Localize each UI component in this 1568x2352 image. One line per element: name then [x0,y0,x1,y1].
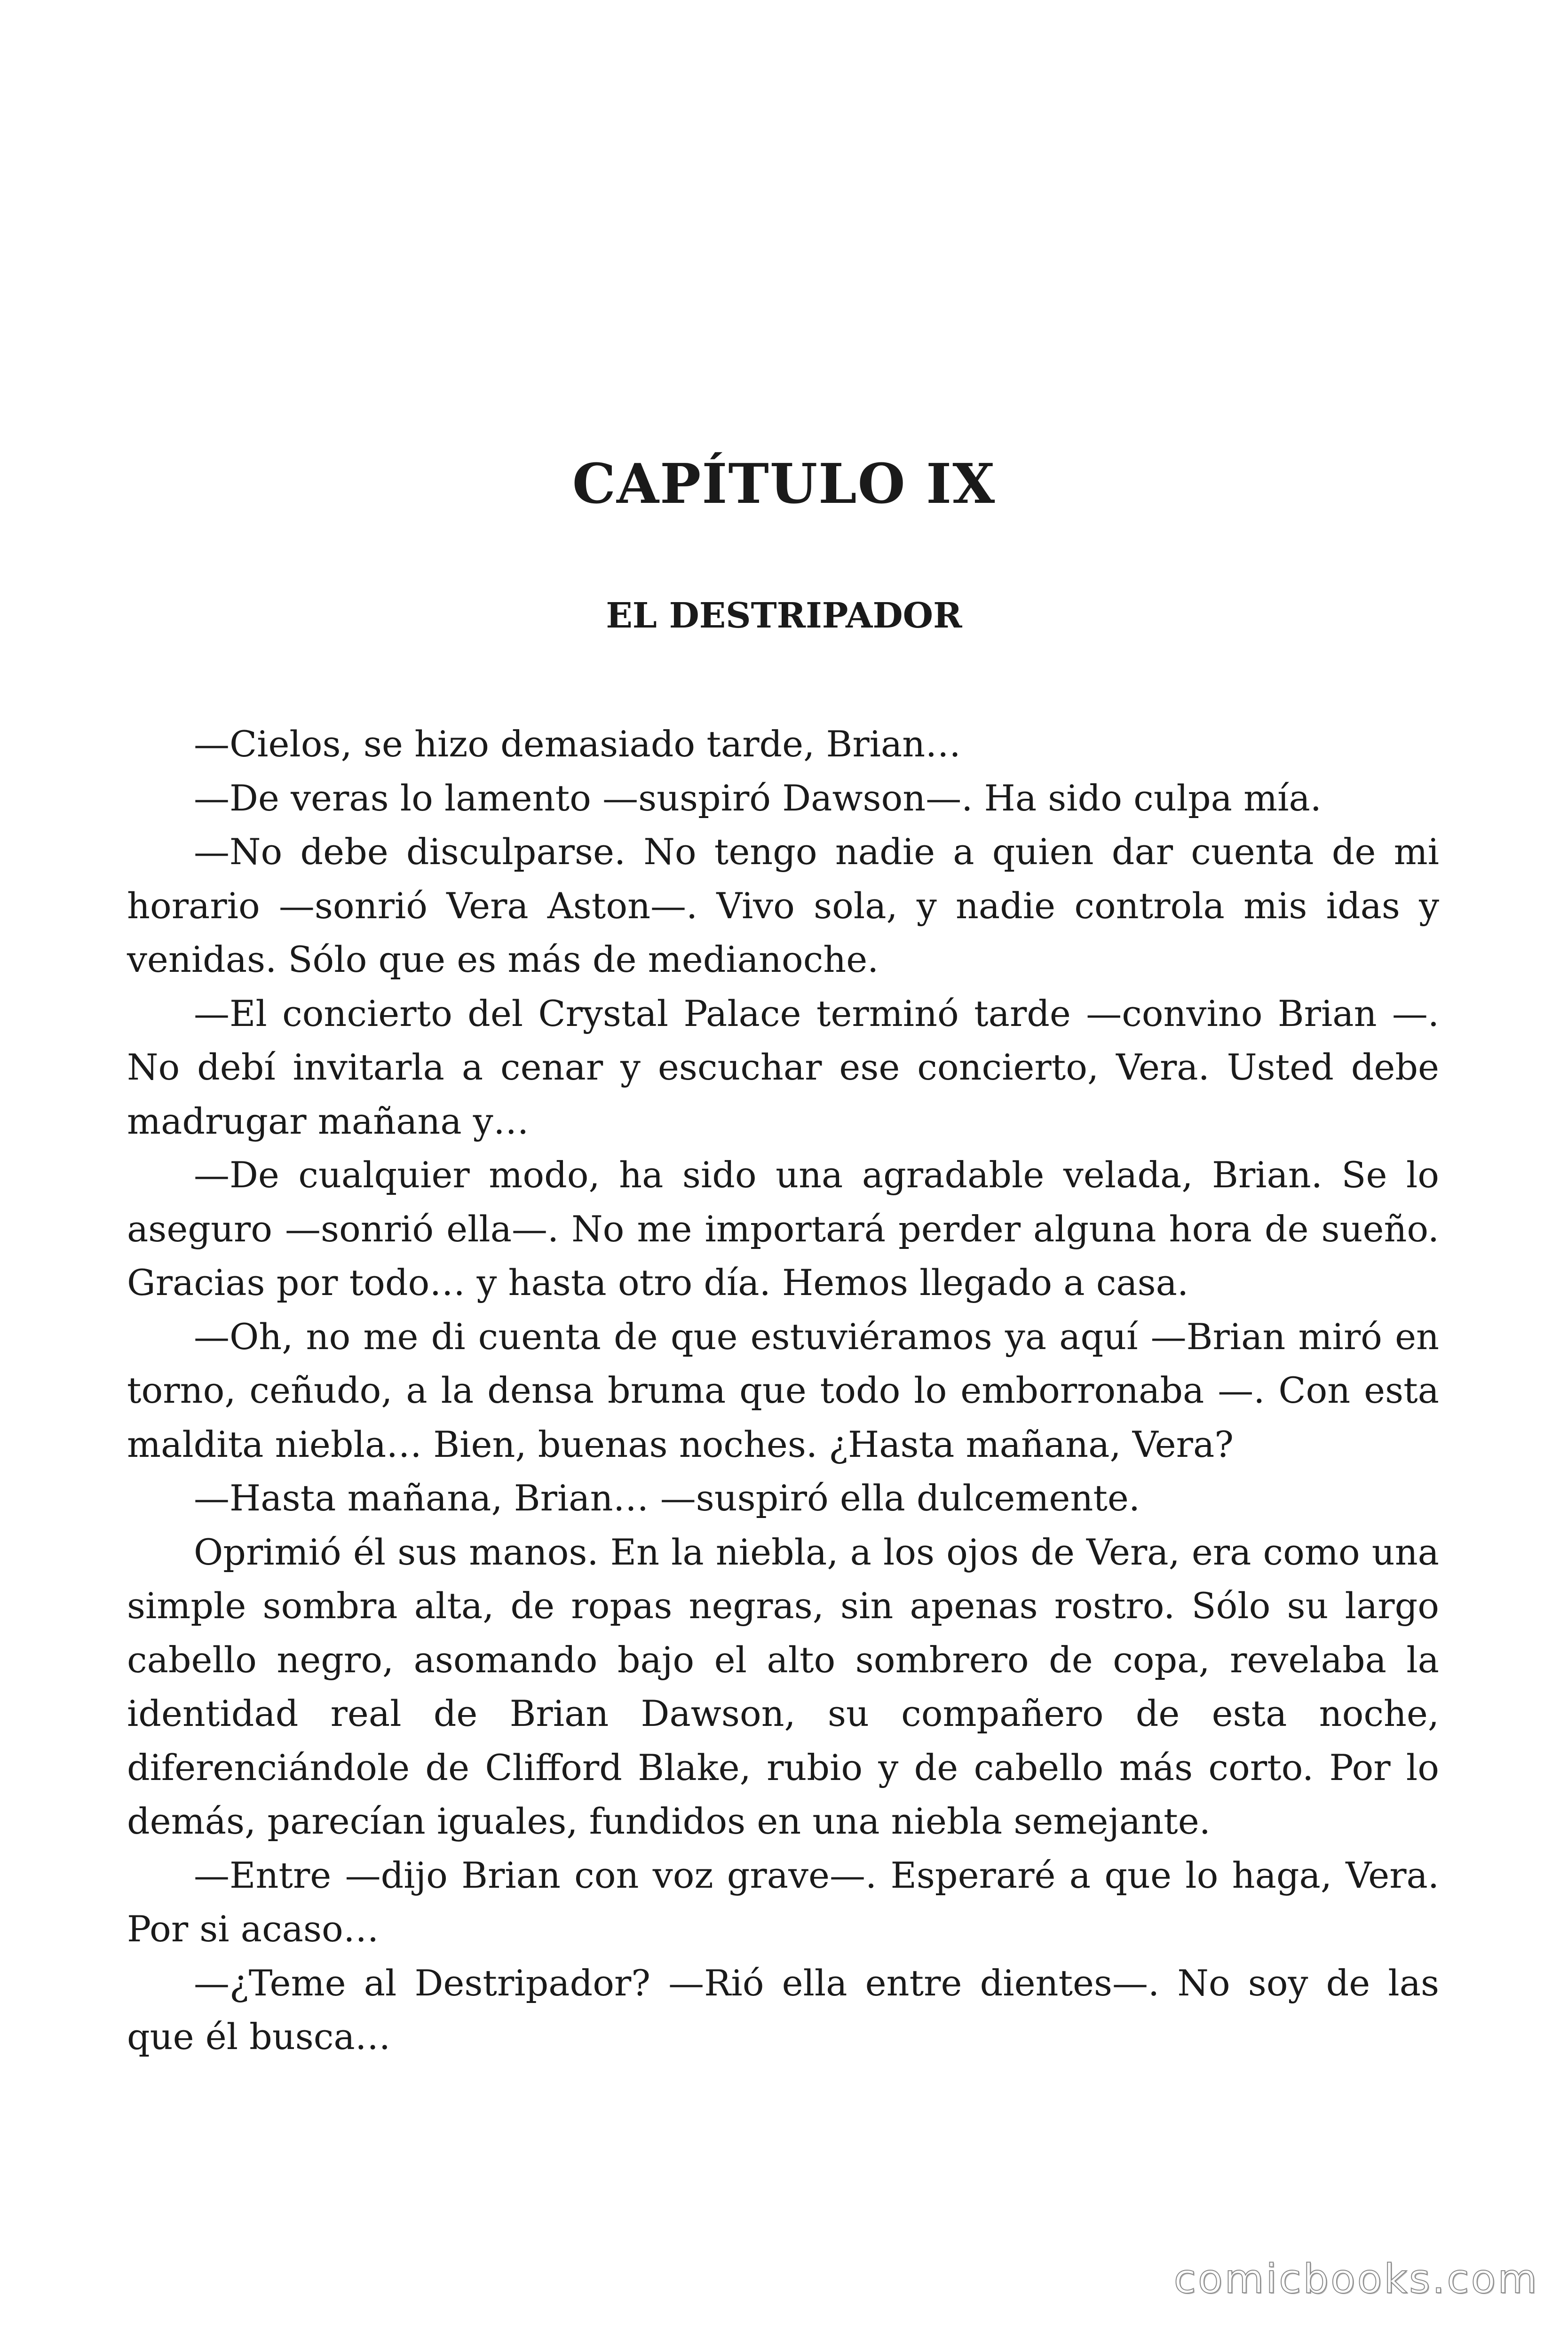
paragraph: —De veras lo lamento —suspiró Dawson—. Ha sido culpa mía. [194,777,1322,819]
paragraph: —El concierto del Crystal Palace terminó tarde —convino Brian —. No debí invitarla a cenar y escuchar ese concierto, Vera. Usted debe madrugar mañana y… [127,992,1439,1142]
paragraph: Oprimió él sus manos. En la niebla, a los ojos de Vera, era como una simple sombra alta, de ropas negras, sin apenas rostro. Sólo su largo cabello negro, asomando bajo el alto sombrero de copa, revelaba la identidad real de Brian Dawson, su compañero de esta noche, diferenciándole de Clifford Blake, rubio y de cabello más corto. Por lo demás, parecían iguales, fundidos en una niebla semejante. [127,1531,1439,1842]
chapter-subtitle: EL DESTRIPADOR [606,596,962,636]
chapter-body [127,717,1439,2064]
paragraph: —¿Teme al Destripador? —Rió ella entre dientes—. No soy de las que él busca… [127,1962,1439,2058]
paragraph: —Entre —dijo Brian con voz grave—. Esperaré a que lo haga, Vera. Por si acaso… [127,1854,1439,1950]
paragraph: —Cielos, se hizo demasiado tarde, Brian… [194,723,961,765]
paragraph: —De cualquier modo, ha sido una agradable velada, Brian. Se lo aseguro —sonrió ella—. No me importará perder alguna hora de sueño. Gracias por todo… y hasta otro día. Hemos llegado a casa. [127,1154,1439,1303]
paragraph: —Hasta mañana, Brian… —suspiró ella dulcemente. [194,1477,1140,1519]
paragraph: —Oh, no me di cuenta de que estuviéramos ya aquí —Brian miró en torno, ceñudo, a la densa bruma que todo lo emborronaba —. Con esta maldita niebla… Bien, buenas noches. ¿Hasta mañana, Vera? [127,1315,1439,1465]
chapter-title: CAPÍTULO IX [572,452,996,516]
watermark: comicbooks.com [1173,2256,1539,2303]
paragraph: —No debe disculparse. No tengo nadie a quien dar cuenta de mi horario —sonrió Vera Aston—. Vivo sola, y nadie controla mis idas y venidas. Sólo que es más de medianoche. [127,831,1439,980]
